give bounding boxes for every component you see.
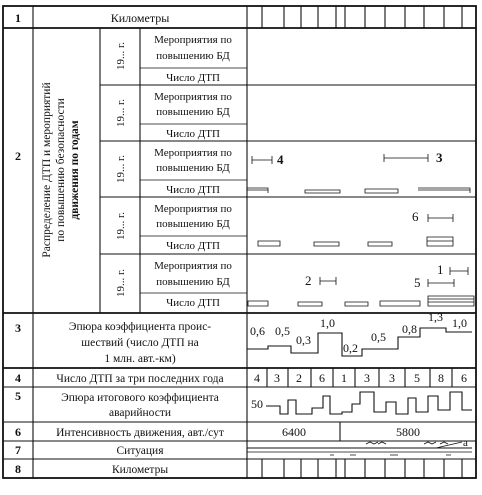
year-block-2 xyxy=(115,91,232,140)
traffic-intensity-value: 5800 xyxy=(396,425,420,439)
row-number-6: 6 xyxy=(15,425,21,439)
measures-label-line-2: повышению БД xyxy=(156,218,230,230)
dtp-label: Число ДТП xyxy=(166,72,220,84)
row3-label-line-1: Эпюра коэффициента проис- xyxy=(68,321,212,333)
row5-label-line-1: Эпюра итогового коэффициента xyxy=(61,392,219,404)
dtp-count: 3 xyxy=(389,371,395,385)
year4-measures xyxy=(412,209,453,224)
dtp-count: 3 xyxy=(274,371,280,385)
dtp-count: 1 xyxy=(341,371,347,385)
year5-dtp-bars xyxy=(248,296,474,306)
row2-label-line-2: по повышению безопасности xyxy=(55,98,67,242)
dtp-count: 6 xyxy=(461,371,467,385)
year-block-3 xyxy=(115,147,232,196)
year3-dtp-bars xyxy=(247,188,470,193)
measure-interval xyxy=(450,267,468,275)
dtp-3-years-values xyxy=(254,371,467,385)
row-number-2: 2 xyxy=(15,149,21,163)
measures-label-line-2: повышению БД xyxy=(156,106,230,118)
dtp-count: 3 xyxy=(364,371,370,385)
measures-label-line-2: повышению БД xyxy=(156,50,230,62)
row3-label-line-2: шествий (число ДТП на xyxy=(81,337,199,349)
row5-label xyxy=(61,392,219,419)
dtp-count: 6 xyxy=(319,371,325,385)
epure-value: 0,5 xyxy=(275,324,290,338)
measure-interval xyxy=(252,156,272,164)
accident-rate-values xyxy=(250,310,467,355)
dtp-label: Число ДТП xyxy=(166,184,220,196)
measures-label-line-1: Мероприятия по xyxy=(154,34,232,46)
measures-label-line-2: повышению БД xyxy=(156,276,230,288)
measures-label-line-2: повышению БД xyxy=(156,162,230,174)
row-number-8: 8 xyxy=(15,462,21,476)
row1-label: Километры xyxy=(110,11,170,25)
epure-value: 1,0 xyxy=(320,316,335,330)
year-label: 19... г. xyxy=(115,41,127,71)
year-label: 19... г. xyxy=(115,154,127,184)
measure-mark: 1 xyxy=(437,262,444,277)
traffic-intensity-value: 6400 xyxy=(282,425,306,439)
dtp-count: 2 xyxy=(296,371,302,385)
row2-label-line-3: движения по годам xyxy=(69,120,81,220)
measure-mark: 6 xyxy=(412,209,419,224)
row5-label-line-2: аварийности xyxy=(108,407,172,419)
epure-value: 1,0 xyxy=(452,316,467,330)
year4-dtp-bars xyxy=(258,237,453,246)
dtp-count: 4 xyxy=(254,371,260,385)
measure-mark: 2 xyxy=(305,273,312,288)
measures-label-line-1: Мероприятия по xyxy=(154,91,232,103)
row2-label xyxy=(41,82,81,257)
measure-interval xyxy=(320,277,336,285)
row4-label: Число ДТП за три последних года xyxy=(56,373,224,385)
row7-label: Ситуация xyxy=(116,445,164,457)
year-label: 19... г. xyxy=(115,98,127,128)
year5-measures xyxy=(305,262,468,290)
row-number-4: 4 xyxy=(15,371,21,385)
dtp-count: 8 xyxy=(438,371,444,385)
measures-label-line-1: Мероприятия по xyxy=(154,147,232,159)
measure-mark: 3 xyxy=(436,150,443,165)
dtp-count: 5 xyxy=(414,371,420,385)
table-grid xyxy=(3,6,476,478)
row8-label: Километры xyxy=(111,464,169,476)
year-block-5 xyxy=(115,260,232,309)
row-number-3: 3 xyxy=(15,321,21,335)
measure-interval xyxy=(428,279,454,287)
epure-value: 0,6 xyxy=(250,324,265,338)
year3-measures xyxy=(252,150,443,167)
final-coef-value: 50 xyxy=(251,397,263,411)
dtp-label: Число ДТП xyxy=(166,297,220,309)
row3-label xyxy=(69,321,211,365)
row-number-7: 7 xyxy=(15,443,21,457)
row-number-1: 1 xyxy=(15,11,21,25)
measure-mark: 4 xyxy=(277,152,284,167)
road-situation-sketch xyxy=(247,437,472,455)
measure-interval xyxy=(428,214,453,222)
epure-value: 0,2 xyxy=(343,341,358,355)
epure-value: 0,5 xyxy=(371,330,386,344)
measures-label-line-1: Мероприятия по xyxy=(154,260,232,272)
row6-label: Интенсивность движения, авт./сут xyxy=(56,427,224,439)
epure-value: 0,8 xyxy=(402,322,417,336)
row-number-5: 5 xyxy=(15,389,21,403)
row3-label-line-3: 1 млн. авт.-км) xyxy=(104,353,176,365)
epure-value: 1,3 xyxy=(428,310,443,324)
situation-marker: а xyxy=(463,437,468,449)
year-label: 19... г. xyxy=(115,211,127,241)
measure-mark: 5 xyxy=(414,275,421,290)
dtp-label: Число ДТП xyxy=(166,240,220,252)
measure-interval xyxy=(384,154,428,162)
row2-label-line-1: Распределение ДТП и мероприятий xyxy=(41,82,53,258)
dtp-label: Число ДТП xyxy=(166,128,220,140)
year-block-1 xyxy=(115,34,232,84)
measures-label-line-1: Мероприятия по xyxy=(154,203,232,215)
year-block-4 xyxy=(115,203,232,252)
final-coef-epure xyxy=(266,392,472,414)
year-label: 19... г. xyxy=(115,268,127,298)
epure-value: 0,3 xyxy=(296,333,311,347)
